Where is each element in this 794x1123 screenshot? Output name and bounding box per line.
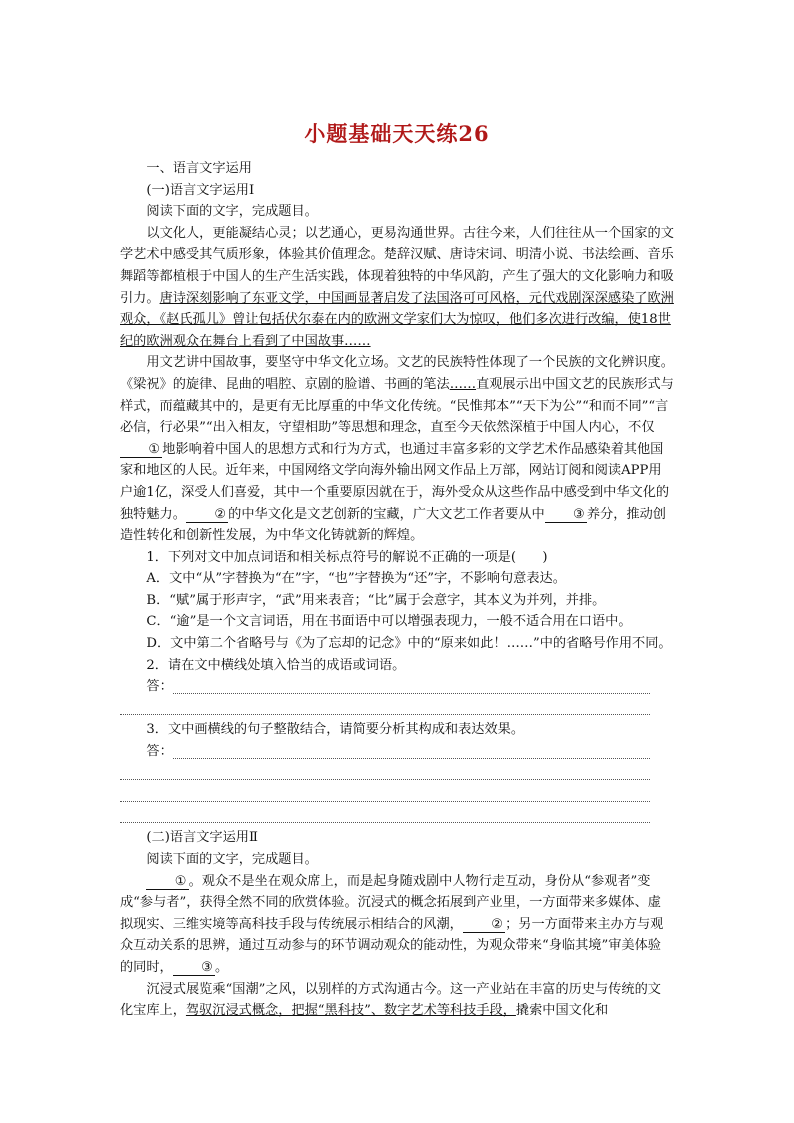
section-heading: 一、语言文字运用 — [146, 161, 252, 176]
answer-label: 答： — [146, 744, 173, 760]
paragraph-text: 用文艺讲中国故事，要坚守中华文化立场。文艺的民族特性体现了一个民族的文化辨识度。《梁祝》的旋律、昆曲的唱腔、京剧的脸谱、书画的笔法 — [120, 355, 674, 392]
blank-3: ③ — [545, 507, 587, 523]
answer-line — [120, 763, 674, 785]
answer-dotted-line — [173, 693, 650, 694]
paragraph-text: 。观众不是坐在观众席上，而是起身随戏剧中人物行走互动，身份从“参观者”变成“参与者”，获得全然不同的欣赏体验。沉浸式的概念拓展到产业里，一方面带来多媒体、虚拟现实、三维实境等高科技手段与传统展示相结合的风潮， — [120, 873, 661, 932]
blank-2: ② — [463, 917, 505, 933]
document-body — [120, 158, 674, 1022]
answer-line — [120, 741, 674, 763]
answer-line — [120, 784, 674, 806]
question-1-option-b: B．“赋”属于形声字，“武”用来表音；“比”属于会意字，其本义为并列，并排。 — [146, 592, 606, 608]
paragraph-text: 的中华文化是文艺创新的宝藏，广大文艺工作者要从中 — [228, 506, 545, 522]
answer-dotted-line — [120, 822, 650, 823]
paragraph-text: 。 — [214, 959, 229, 975]
answer-line — [120, 698, 674, 720]
paragraph-text: 沉浸式展览乘“国潮”之风，以别样的方式沟通古今。这一产业站在丰富的历史与传统的文化宝库上， — [120, 981, 661, 1019]
paragraph-text: 地影响着中国人的思想方式和行为方式，也通过丰富多彩的文学艺术作品感染着其他国家和地区的人民。近年来，中国网络文学向海外输出网文作品上万部，网站订阅和阅读APP用户逾1亿，深受人们喜爱，其中一个重要原因就在于，海外受众从这些作品中感受到中华文化的独特魅力。 — [120, 441, 670, 522]
blank-1: ① — [146, 874, 188, 890]
paragraph-text: ；另一方面带来主办方与观众互动关系的思辨，通过互动参与的环节调动观众的能动性，为观众带来“身临其境”审美体验的同时， — [120, 916, 664, 975]
question-1-option-d: D．文中第二个省略号与《为了忘却的记念》中的“原来如此！……”中的省略号作用不同。 — [146, 636, 672, 652]
blank-2: ② — [186, 507, 228, 523]
part2-heading: (二)语言文字运用Ⅱ — [146, 830, 258, 846]
page-title: 小题基础天天练26 — [304, 121, 490, 146]
underlined-ellipsis: …… — [449, 376, 477, 392]
question-1-option-a: A．文中“从”字替换为“在”字，“也”字替换为“还”字，不影响句意表达。 — [146, 571, 566, 587]
answer-label: 答： — [146, 679, 173, 695]
paragraph-text: 以文化人，更能凝结心灵；以艺通心，更易沟通世界。古往今来，人们往往从一个国家的文学艺术中感受其气质形象，体验其价值理念。楚辞汉赋、唐诗宋词、明清小说、书法绘画、音乐舞蹈等都植根于中国人的生产生活实践，体现着独特的中华风韵，产生了强大的文化影响力和吸引力。 — [120, 225, 674, 306]
underlined-sentence: 唐诗深刻影响了东亚文学，中国画显著启发了法国洛可可风格，元代戏剧深深感染了欧洲观众，《赵氏孤儿》曾让包括伏尔泰在内的欧洲文学家们大为惊叹，他们多次进行改编，使18世纪的欧洲观众在舞台上看到了中国故事…… — [120, 290, 674, 349]
part1-instruction: 阅读下面的文字，完成题目。 — [146, 204, 318, 220]
answer-dotted-line — [120, 779, 650, 780]
paragraph-text: 撬索中国文化和 — [515, 1003, 609, 1019]
question-1: 1．下列对文中加点词语和相关标点符号的解说不正确的一项是( ) — [146, 549, 548, 565]
part2-instruction: 阅读下面的文字，完成题目。 — [146, 852, 318, 867]
answer-dotted-line — [120, 714, 650, 715]
part2-paragraph-2 — [120, 979, 674, 1022]
part1-paragraph-1 — [120, 223, 674, 353]
paragraph-text: 直观展示出中国文艺的民族形式与样式，而蕴藏其中的，是更有无比厚重的中华文化传统。“民惟邦本”“天下为公”“和而不同”“言必信，行必果”“出入相友，守望相助”等思想和理念，直至今天依然深植于中国人内心，不仅 — [120, 376, 674, 436]
part1-paragraph-2 — [120, 352, 674, 546]
answer-line — [120, 676, 674, 698]
paragraph-text: 养分，推动创造性转化和创新性发展，为中华文化铸就新的辉煌。 — [120, 506, 666, 544]
question-1-option-c: C．“逾”是一个文言词语，用在书面语中可以增强表现力，一般不适合用在口语中。 — [146, 614, 632, 630]
part1-heading: (一)语言文字运用Ⅰ — [146, 182, 255, 198]
underlined-phrase: 驾驭沉浸式概念，把握“黑科技”、数字艺术等科技手段， — [185, 1003, 516, 1019]
answer-dotted-line — [120, 801, 650, 802]
part2-paragraph-1 — [120, 871, 674, 979]
blank-3: ③ — [173, 960, 215, 976]
answer-dotted-line — [173, 758, 650, 759]
question-2: 2．请在文中横线处填入恰当的成语或词语。 — [146, 657, 406, 673]
answer-line — [120, 806, 674, 828]
question-3: 3．文中画横线的句子整散结合，请简要分析其构成和表达效果。 — [146, 722, 525, 738]
blank-1: ① — [120, 442, 162, 458]
